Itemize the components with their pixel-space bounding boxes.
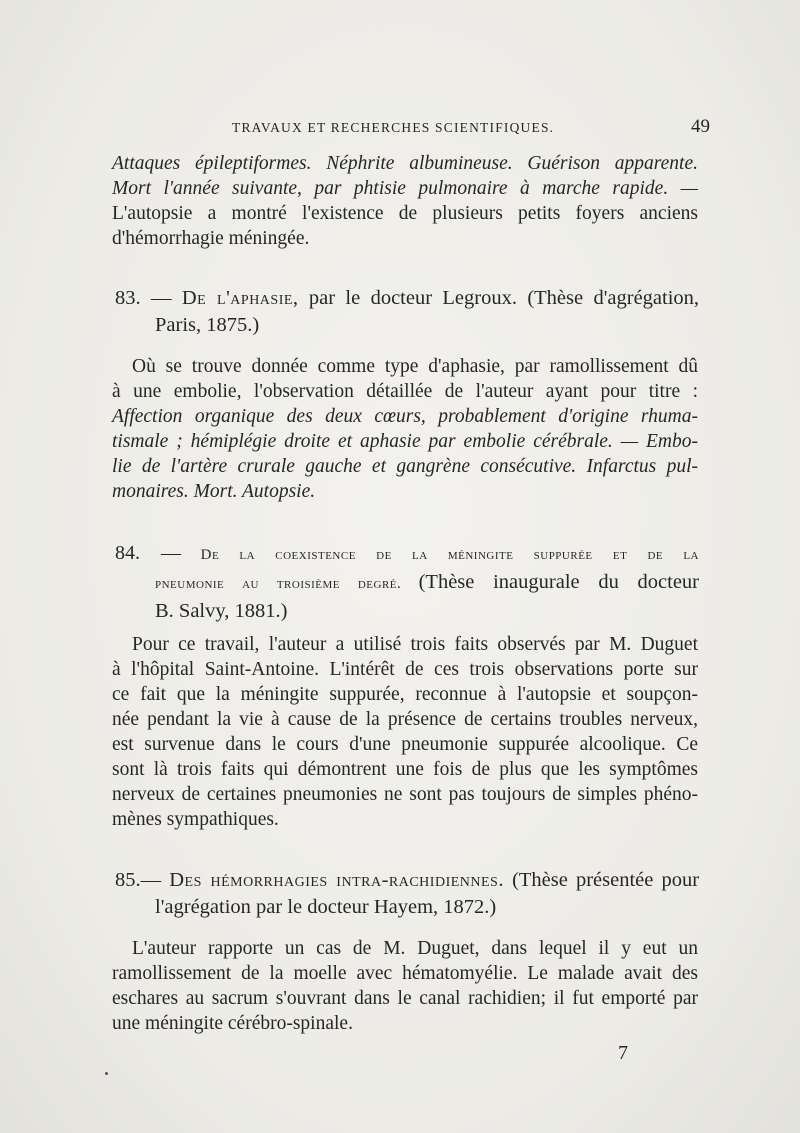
entry-83-line: lie de l'artère crurale gauche et gangrène consécutive. Infarctus pul-	[112, 456, 698, 477]
entry-83-line: tismale ; hémiplégie droite et aphasie par embolie cérébrale. — Embo-	[112, 431, 698, 452]
entry-83-line: à une embolie, l'observation détaillée de l'auteur ayant pour titre :	[112, 381, 698, 402]
entry-85-title-cont: l'agrégation par le docteur Hayem, 1872.)	[155, 896, 497, 918]
intro-paragraph	[112, 151, 698, 251]
entry-85-line: une méningite cérébro-spinale.	[112, 1013, 353, 1034]
entry-84-body	[112, 632, 698, 832]
entry-84-title-line	[115, 569, 699, 598]
entry-84-line: sont là trois faits qui démontrent une fois de plus que les symptômes	[112, 759, 698, 780]
entry-83-title-rest: par le docteur Legroux. (Thèse d'agrégation,	[308, 287, 700, 309]
running-title: TRAVAUX ET RECHERCHES SCIENTIFIQUES.	[232, 120, 555, 135]
intro-line: d'hémorrhagie méningée.	[112, 228, 310, 249]
entry-84-number: 84. —	[115, 542, 181, 564]
entry-83-title-cont: Paris, 1875.)	[155, 314, 260, 336]
entry-84-line: Pour ce travail, l'auteur a utilisé trois faits observés par M. Duguet	[132, 634, 698, 655]
signature-mark: 7	[618, 1042, 628, 1064]
entry-84-line: mènes sympathiques.	[112, 809, 279, 830]
entry-84-line: est survenue dans le cours d'une pneumonie suppurée alcoolique. Ce	[112, 734, 698, 755]
entry-84-line: née pendant la vie à cause de la présence de certains troubles nerveux,	[112, 709, 698, 730]
entry-83-line: Où se trouve donnée comme type d'aphasie, par ramollissement dû	[132, 356, 698, 377]
entry-84-line: ce fait que la méningite suppurée, reconnue à l'autopsie et soupçon-	[112, 684, 698, 705]
entry-85-title-line	[115, 867, 699, 894]
entry-85-title	[115, 867, 699, 921]
entry-83-line: monaires. Mort. Autopsie.	[112, 481, 316, 502]
entry-84-line: à l'hôpital Saint-Antoine. L'intérêt de ces trois observations porte sur	[112, 659, 698, 680]
entry-84-title-smallcaps-2: pneumonie au troisième degré.	[155, 576, 402, 592]
entry-85-line: ramollissement de la moelle avec hématomyélie. Le malade avait des	[112, 963, 698, 984]
entry-84-title-smallcaps-1: De la coexistence de la méningite suppurée et de la	[200, 547, 700, 563]
entry-85-title-smallcaps: Des hémorrhagies intra-rachidiennes.	[169, 869, 504, 891]
page-number: 49	[691, 116, 710, 137]
entry-83-title	[115, 285, 699, 339]
entry-85-number: 85.—	[115, 869, 162, 891]
entry-84-title	[115, 540, 699, 625]
entry-83-body	[112, 354, 698, 504]
entry-84-line: nerveux de certaines pneumonies ne sont pas toujours de simples phéno-	[112, 784, 698, 805]
entry-85-line: eschares au sacrum s'ouvrant dans le canal rachidien; il fut emporté par	[112, 988, 698, 1009]
print-speck	[105, 1072, 108, 1075]
entry-85-body	[112, 936, 698, 1036]
entry-83-title-line	[115, 285, 699, 312]
intro-line: L'autopsie a montré l'existence de plusieurs petits foyers anciens	[112, 203, 698, 224]
entry-85-title-rest: (Thèse présentée pour	[512, 869, 700, 891]
page-header	[110, 118, 710, 140]
entry-84-title-line	[115, 540, 699, 569]
entry-83-title-smallcaps: De l'aphasie,	[181, 287, 299, 309]
entry-84-title-rest: (Thèse inaugurale du docteur	[418, 571, 700, 593]
entry-83-line: Affection organique des deux cœurs, probablement d'origine rhuma-	[112, 406, 698, 427]
intro-line: Mort l'année suivante, par phtisie pulmonaire à marche rapide. —	[112, 178, 698, 199]
entry-84-title-cont: B. Salvy, 1881.)	[155, 600, 288, 622]
entry-83-number: 83. —	[115, 287, 172, 309]
intro-line: Attaques épileptiformes. Néphrite albumineuse. Guérison apparente.	[112, 153, 698, 174]
entry-85-line: L'auteur rapporte un cas de M. Duguet, dans lequel il y eut un	[132, 938, 698, 959]
